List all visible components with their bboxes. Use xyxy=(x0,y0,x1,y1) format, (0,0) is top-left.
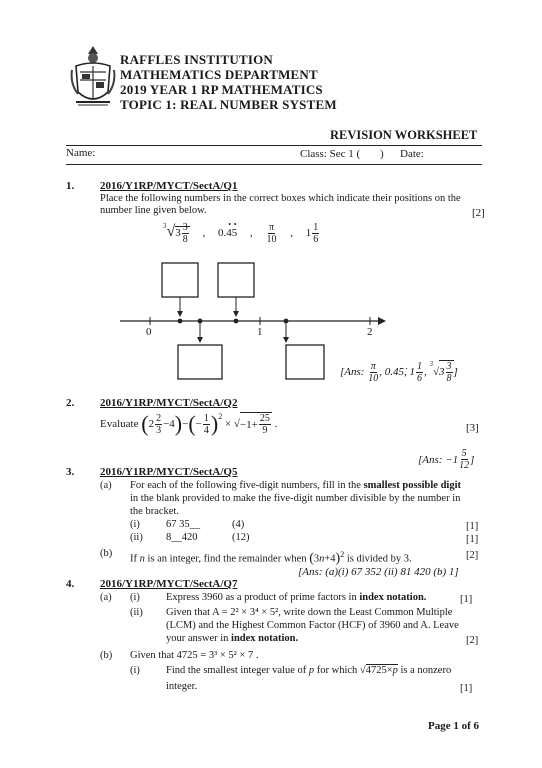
question-4aii-text-line1: Given that A = 2² × 3⁴ × 5², write down the Least Common Multiple xyxy=(166,607,453,618)
page-number: Page 1 of 6 xyxy=(428,720,480,732)
axis-label-2: 2 xyxy=(367,326,373,338)
question-4-reference: 2016/Y1RP/MYCT/SectA/Q7 xyxy=(100,578,238,590)
question-3ai-number: 67 35__ xyxy=(166,519,201,530)
question-3b-marks: [2] xyxy=(466,550,479,561)
question-2-reference: 2016/Y1RP/MYCT/SectA/Q2 xyxy=(100,397,238,409)
question-4bi-text-line2: integer. xyxy=(166,681,198,692)
question-4a-label: (a) xyxy=(100,592,112,603)
question-1-number: 1. xyxy=(66,180,75,192)
question-2-number: 2. xyxy=(66,397,75,409)
point-3 xyxy=(234,319,239,324)
form-rule xyxy=(66,164,482,165)
question-2-answer: [Ans: −1 $\frac{5}{12}$ ] xyxy=(418,448,475,471)
header-rule xyxy=(66,145,482,146)
question-3aii-marks: [1] xyxy=(466,534,479,545)
school-crest-logo xyxy=(70,44,116,110)
question-3a-text-line3: the bracket. xyxy=(130,506,179,517)
question-4aii-marks: [2] xyxy=(466,635,479,646)
course-title: 2019 YEAR 1 RP MATHEMATICS xyxy=(120,82,323,97)
question-4bi-label: (i) xyxy=(130,665,140,676)
question-2-marks: [3] xyxy=(466,422,479,434)
question-4aii-text-line2: (LCM) and the Highest Common Factor (HCF) of 3960 and A. Leave xyxy=(166,620,459,631)
axis-label-0: 0 xyxy=(146,326,152,338)
question-1-number-list: $^3$√3 $\frac{3}{8}$ , 0.4 • 5 • , $\frac{\pi}{10}$ , 1 $\frac{1}{6}$ xyxy=(163,220,319,245)
question-3aii-label: (ii) xyxy=(130,532,143,543)
question-3b-label: (b) xyxy=(100,548,113,559)
question-3-answer: [Ans: (a)(i) 67 352 (ii) 81 420 (b) 1] xyxy=(298,566,459,578)
answer-box-2 xyxy=(218,263,254,297)
question-1-marks: [2] xyxy=(472,207,485,219)
question-3-reference: 2016/Y1RP/MYCT/SectA/Q5 xyxy=(100,466,238,478)
point-1 xyxy=(178,319,183,324)
question-3aii-number: 8__420 xyxy=(166,532,198,543)
question-1-text-line1: Place the following numbers in the correct boxes which indicate their positions on the xyxy=(100,193,461,204)
question-3-number: 3. xyxy=(66,466,75,478)
department-name: MATHEMATICS DEPARTMENT xyxy=(120,67,318,82)
answer-box-4 xyxy=(286,345,324,379)
question-3b-text: If n is an integer, find the remainder when $(3n+4)^2$ is divided by 3. xyxy=(130,549,412,566)
question-4ai-text: Express 3960 as a product of prime factors in index notation. xyxy=(166,592,427,603)
class-paren-close: ) xyxy=(380,148,384,160)
worksheet-title: REVISION WORKSHEET xyxy=(330,128,478,142)
question-3ai-divisor: (4) xyxy=(232,519,245,530)
name-label: Name: xyxy=(66,147,96,159)
question-4ai-marks: [1] xyxy=(460,594,473,605)
question-3ai-marks: [1] xyxy=(466,521,479,532)
answer-box-1 xyxy=(162,263,198,297)
class-label: Class: Sec 1 ( xyxy=(300,148,361,160)
question-4ai-label: (i) xyxy=(130,592,140,603)
date-label: Date: xyxy=(400,148,424,160)
question-1-text-line2: number line given below. xyxy=(100,205,207,216)
question-3ai-label: (i) xyxy=(130,519,140,530)
question-1-reference: 2016/Y1RP/MYCT/SectA/Q1 xyxy=(100,180,238,192)
topic-title: TOPIC 1: REAL NUMBER SYSTEM xyxy=(120,97,337,112)
question-1-answer: [Ans: $\frac{\pi}{10}$ , 0.4̇5̇, 1 $\frac{1}{6}$ , 3 √ 3 $\frac{3}{8}$ ] xyxy=(340,360,458,384)
answer-box-3 xyxy=(178,345,222,379)
question-3a-label: (a) xyxy=(100,480,112,491)
question-3aii-divisor: (12) xyxy=(232,532,250,543)
question-4bi-text-line1: Find the smallest integer value of p for which √4725×p is a nonzero xyxy=(166,665,452,676)
axis-arrowhead xyxy=(378,317,386,325)
question-4b-label: (b) xyxy=(100,650,113,661)
question-4b-text: Given that 4725 = 3³ × 5² × 7 . xyxy=(130,650,259,661)
question-4bi-marks: [1] xyxy=(460,683,473,694)
question-3a-text-line1: For each of the following five-digit numbers, fill in the smallest possible digit xyxy=(130,480,462,491)
question-4-number: 4. xyxy=(66,578,75,590)
question-4aii-label: (ii) xyxy=(130,607,143,618)
question-3a-text-line2: in the blank provided to make the five-digit number divisible by the number in xyxy=(130,493,461,504)
school-name: RAFFLES INSTITUTION xyxy=(120,52,273,67)
question-2-expression: Evaluate ( 2 $\frac{2}{3}$ −4 ) − ( − $\frac{1}{4}$ ) $^2$ × √ −1+ $\frac{25}{9}$ . xyxy=(100,411,278,436)
axis-label-1: 1 xyxy=(257,326,263,338)
question-4aii-text-line3: your answer in index notation. xyxy=(166,633,299,644)
